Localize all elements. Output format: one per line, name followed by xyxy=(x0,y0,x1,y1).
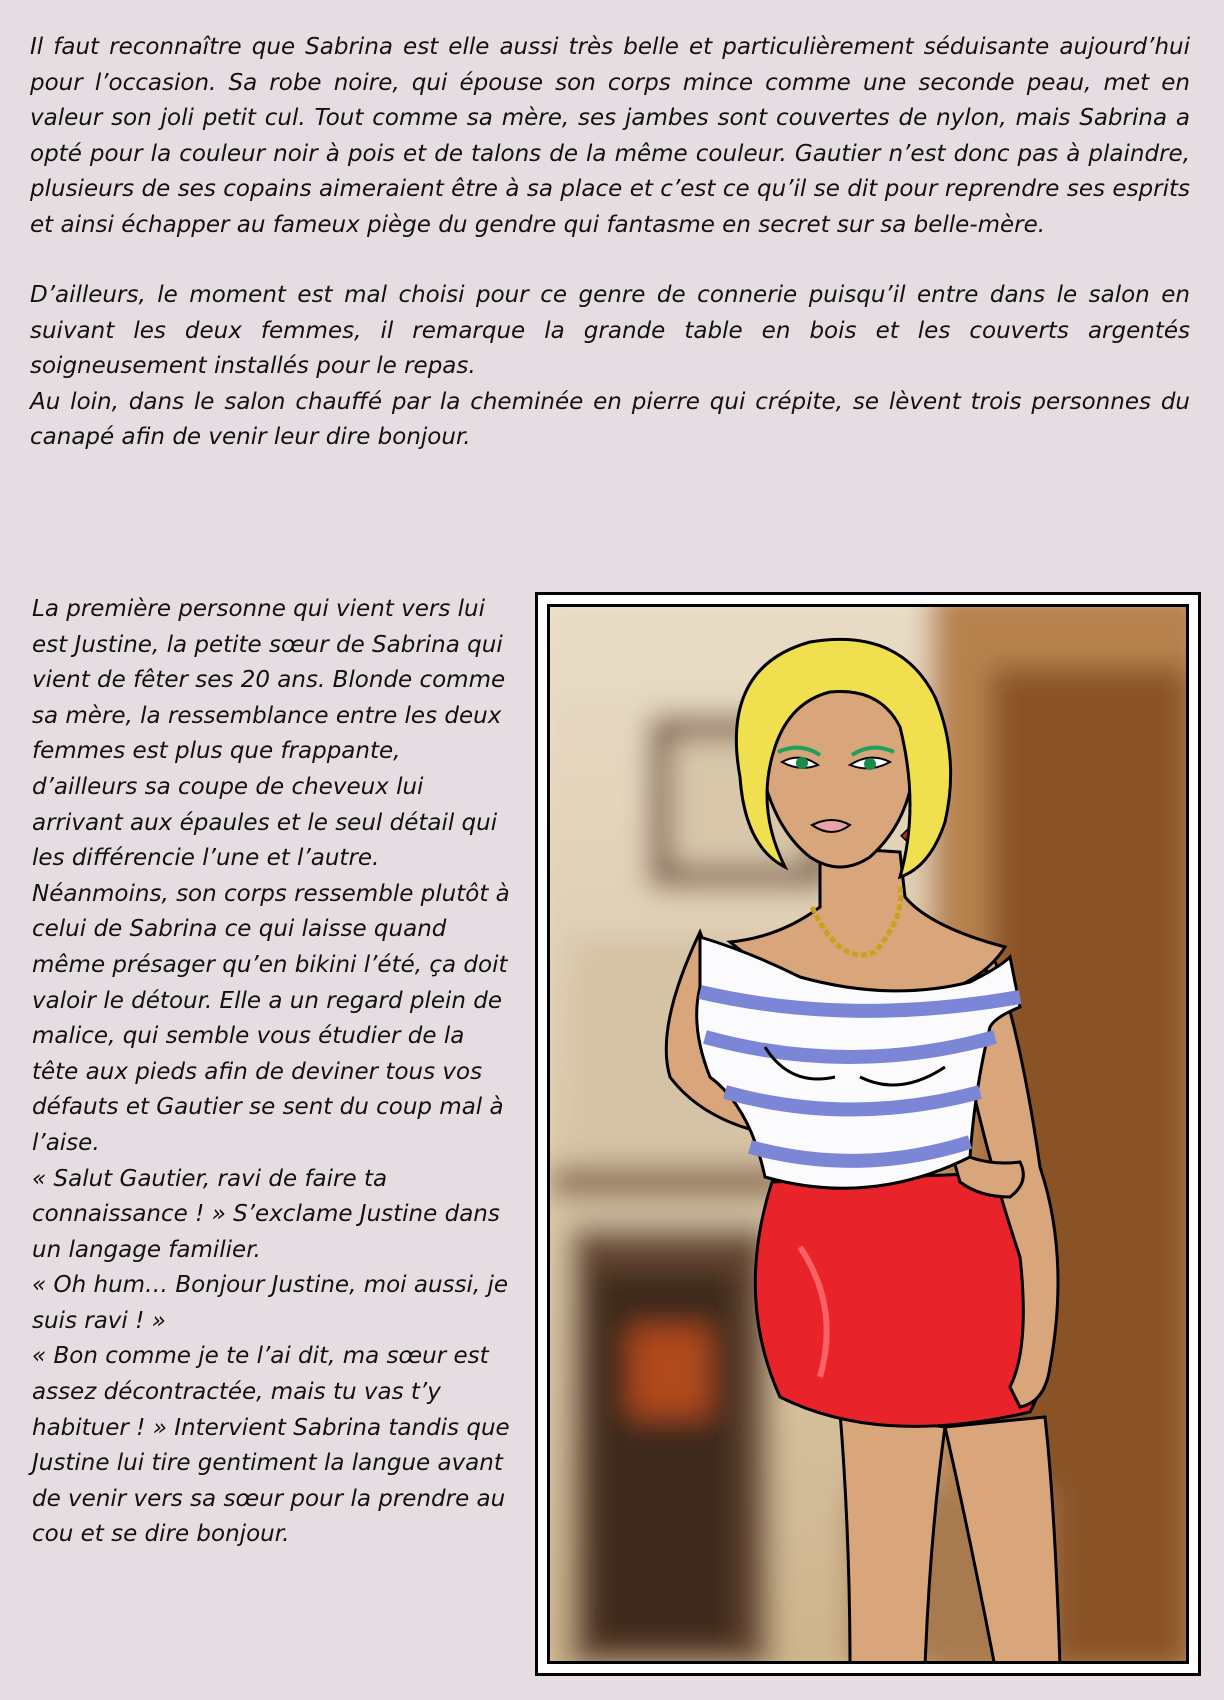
paragraph-2: D’ailleurs, le moment est mal choisi pour ce genre de connerie puisqu’il entre dans le salon en suivant les deux femmes, il remarque la grande table en bois et les couverts argentés soigneusement installés pour le repas. xyxy=(30,282,1190,379)
side-paragraph-1: La première personne qui vient vers lui est Justine, la petite sœur de Sabrina qui vient de fêter ses 20 ans. Blonde comme sa mère, la ressemblance entre les deux femmes est plus que frappante, d’ailleurs sa coupe de cheveux lui arrivant aux épaules et le seul détail qui les différencie l’une et l’autre. xyxy=(32,596,506,872)
comic-panel-inner xyxy=(547,604,1189,1664)
side-paragraph-3: « Salut Gautier, ravi de faire ta connaissance ! » S’exclame Justine dans un langage familier. xyxy=(32,1165,500,1263)
paragraph-1: Il faut reconnaître que Sabrina est elle aussi très belle et particulièrement séduisante aujourd’hui pour l’occasion. Sa robe noire, qui épouse son corps mince comme une seconde peau, met en valeur son joli petit cul. Tout comme sa mère, ses jambes sont couvertes de nylon, mais Sabrina a opté pour la couleur noir à pois et de talons de la même couleur. Gautier n’est donc pas à plaindre, plusieurs de ses copains aimeraient être à sa place et c’est ce qu’il se dit pour reprendre ses esprits et ainsi échapper au fameux piège du gendre qui fantasme en secret sur sa belle-mère. xyxy=(30,34,1190,238)
side-paragraph-4: « Oh hum… Bonjour Justine, moi aussi, je suis ravi ! » xyxy=(32,1272,509,1334)
side-text-block xyxy=(32,592,512,1553)
paragraph-3: Au loin, dans le salon chauffé par la cheminée en pierre qui crépite, se lèvent trois personnes du canapé afin de venir leur dire bonjour. xyxy=(30,388,1190,450)
side-paragraph-2: Néanmoins, son corps ressemble plutôt à celui de Sabrina ce qui laisse quand même présager qu’en bikini l’été, ça doit valoir le détour. Elle a un regard plein de malice, qui semble vous étudier de la tête aux pieds afin de deviner tous vos défauts et Gautier se sent du coup mal à l’aise. xyxy=(32,880,510,1156)
illustration-justine xyxy=(550,607,1186,1661)
top-text-block xyxy=(30,30,1190,456)
comic-panel xyxy=(535,592,1201,1676)
side-paragraph-5: « Bon comme je te l’ai dit, ma sœur est assez décontractée, mais tu vas t’y habituer ! » Intervient Sabrina tandis que Justine lui tire gentiment la langue avant de venir vers sa sœur pour la prendre au cou et se dire bonjour. xyxy=(32,1343,510,1548)
